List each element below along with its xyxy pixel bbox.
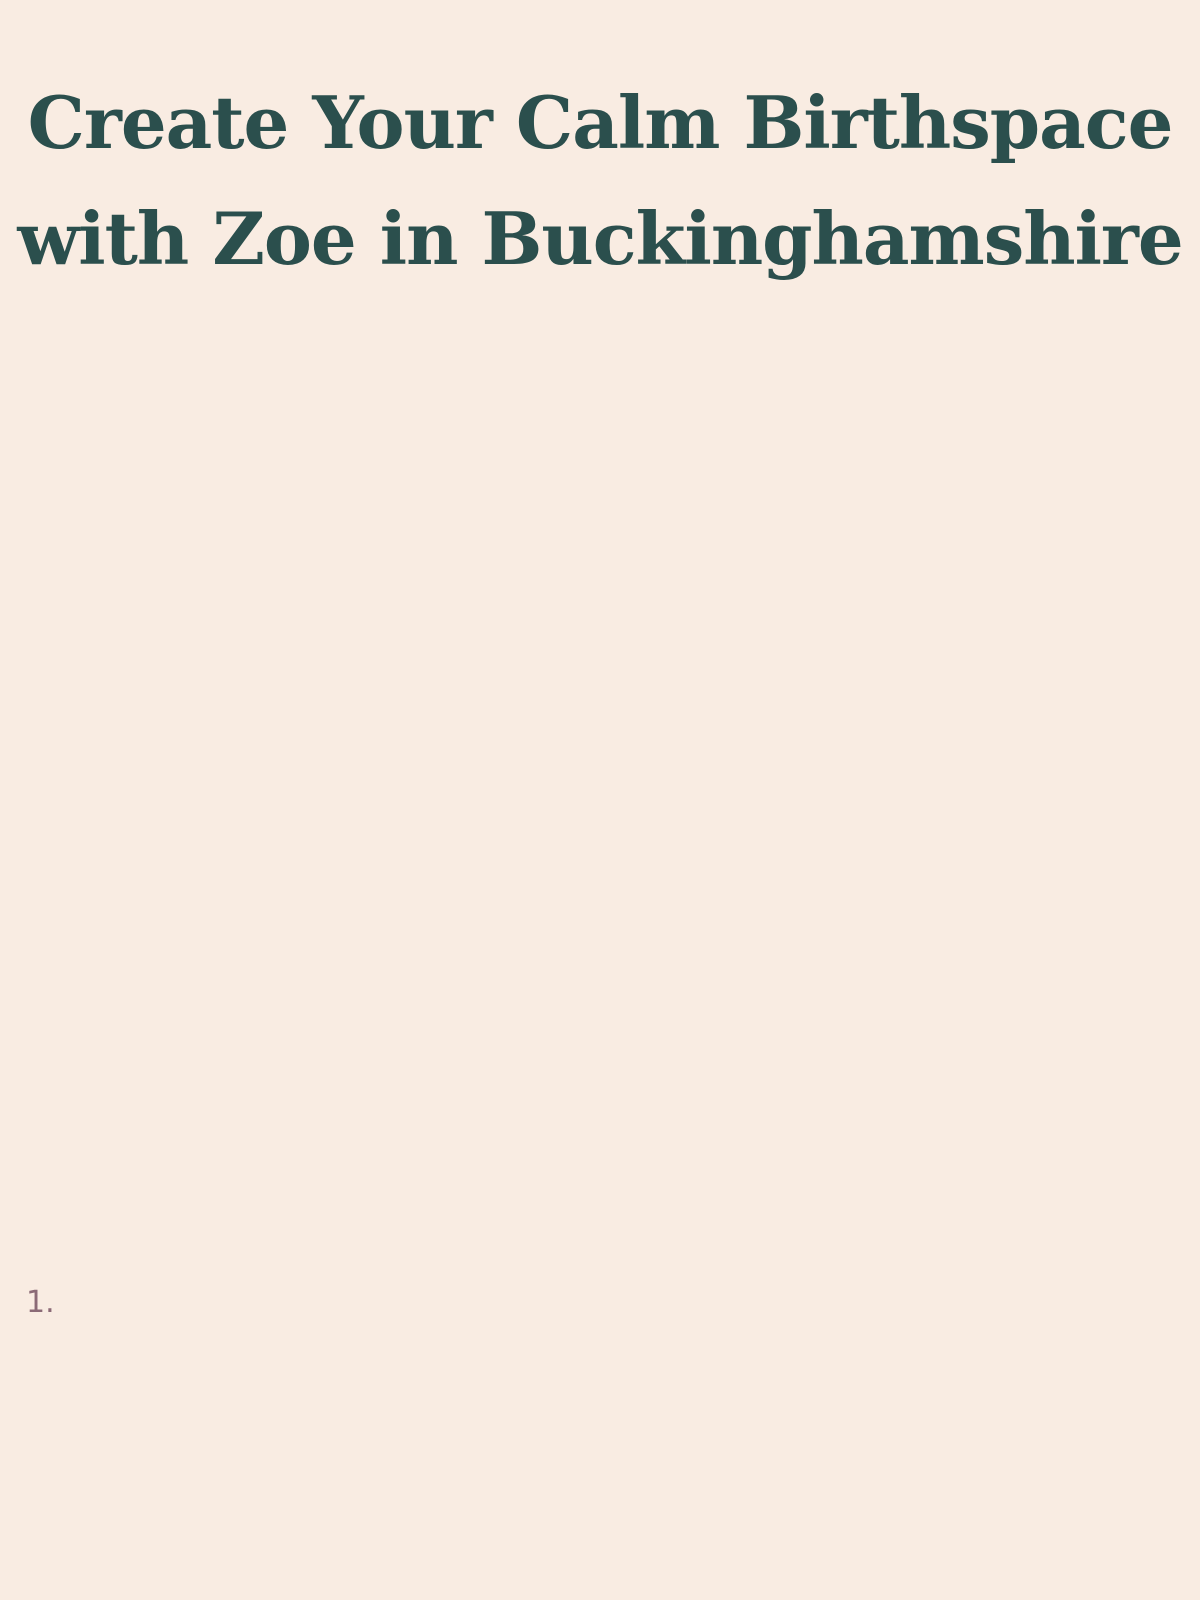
- page-title-line-2: with Zoe in Buckinghamshire: [17, 196, 1183, 281]
- wave-line: [0, 1075, 1200, 1125]
- intro-visualization-text: [0, 318, 1200, 828]
- wave-line: [0, 1125, 1200, 1175]
- intro-line: [0, 675, 1200, 726]
- list-item-number: 1.: [26, 1285, 55, 1320]
- wave-visualization-text: [0, 975, 1200, 1275]
- wave-line: [0, 1225, 1200, 1275]
- intro-line: [0, 624, 1200, 675]
- intro-line: [0, 471, 1200, 522]
- intro-line: [0, 420, 1200, 471]
- intro-line: [0, 522, 1200, 573]
- page-title: [0, 65, 1200, 297]
- intro-line: [0, 369, 1200, 420]
- page-title-line-1: Create Your Calm Birthspace: [27, 80, 1173, 165]
- paragraph-spacer: [0, 726, 1200, 777]
- intro-closing-line: [0, 777, 1200, 828]
- wave-line: [0, 1175, 1200, 1225]
- intro-line: [0, 573, 1200, 624]
- wave-line: [0, 975, 1200, 1025]
- wave-line: [0, 1025, 1200, 1075]
- intro-line: [0, 318, 1200, 369]
